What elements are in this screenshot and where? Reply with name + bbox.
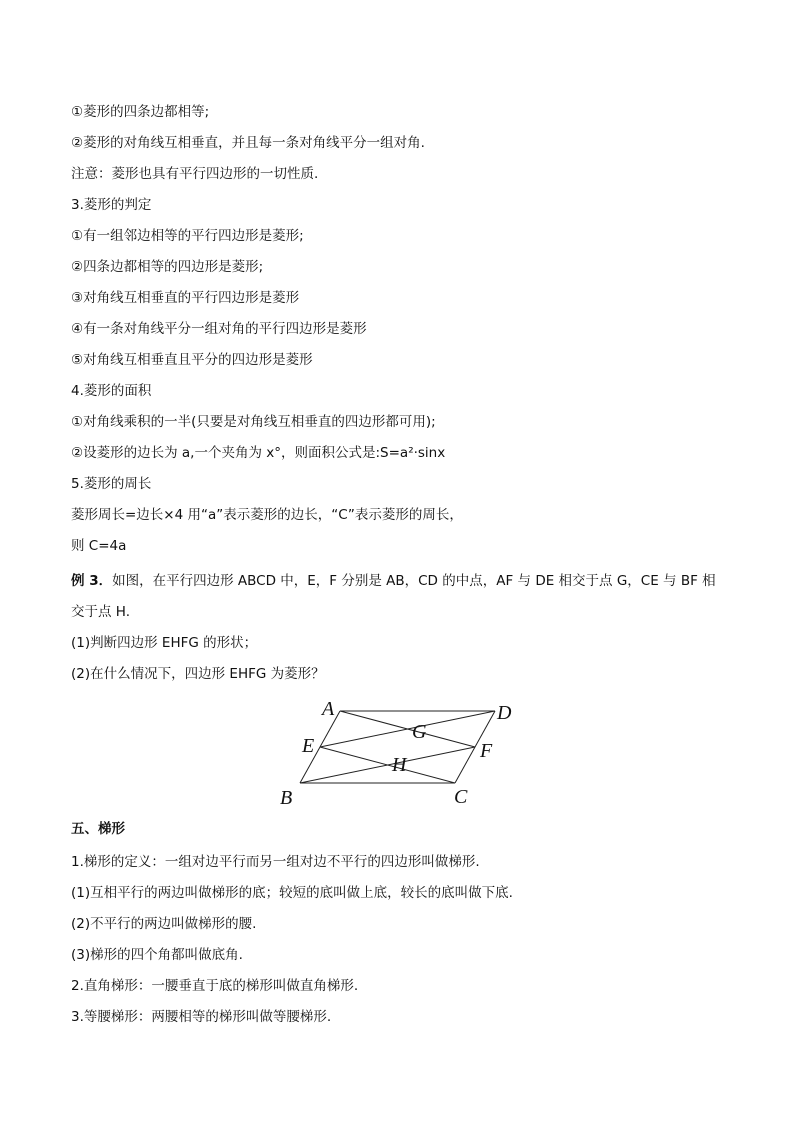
label-B: B bbox=[280, 787, 293, 809]
label-G: G bbox=[412, 721, 427, 743]
property-2: ②菱形的对角线互相垂直，并且每一条对角线平分一组对角. bbox=[71, 135, 425, 151]
perimeter-line-2: 则 C=4a bbox=[71, 538, 127, 554]
criteria-item-3: ③对角线互相垂直的平行四边形是菱形 bbox=[71, 290, 300, 306]
trapezoid-definition: 1.梯形的定义：一组对边平行而另一组对边不平行的四边形叫做梯形. bbox=[71, 854, 480, 870]
label-C: C bbox=[454, 786, 468, 808]
trapezoid-detail-1: (1)互相平行的两边叫做梯形的底；较短的底叫做上底，较长的底叫做下底. bbox=[71, 885, 513, 901]
label-H: H bbox=[392, 754, 407, 776]
label-E: E bbox=[302, 735, 315, 757]
parallelogram-figure bbox=[270, 690, 530, 814]
trapezoid-detail-3: (3)梯形的四个角都叫做底角. bbox=[71, 947, 243, 963]
label-D: D bbox=[497, 702, 512, 724]
label-A: A bbox=[322, 698, 335, 720]
label-F: F bbox=[480, 740, 493, 762]
criteria-item-5: ⑤对角线互相垂直且平分的四边形是菱形 bbox=[71, 352, 313, 368]
property-1: ①菱形的四条边都相等; bbox=[71, 104, 210, 120]
trapezoid-heading: 五、梯形 bbox=[71, 821, 125, 837]
trapezoid-detail-2: (2)不平行的两边叫做梯形的腰. bbox=[71, 916, 257, 932]
perimeter-line-1: 菱形周长=边长×4 用“a”表示菱形的边长，“C”表示菱形的周长， bbox=[71, 507, 463, 523]
right-trapezoid: 2.直角梯形：一腰垂直于底的梯形叫做直角梯形. bbox=[71, 978, 359, 994]
segment-DE bbox=[320, 711, 495, 747]
segment-BF bbox=[300, 747, 475, 783]
example-question-2: (2)在什么情况下，四边形 EHFG 为菱形？ bbox=[71, 666, 325, 682]
example-line-2: 交于点 H. bbox=[71, 604, 130, 620]
perimeter-heading: 5.菱形的周长 bbox=[71, 476, 152, 492]
parallelogram-diagram bbox=[270, 690, 530, 814]
area-heading: 4.菱形的面积 bbox=[71, 383, 152, 399]
area-item-1: ①对角线乘积的一半(只要是对角线互相垂直的四边形都可用); bbox=[71, 414, 436, 430]
isosceles-trapezoid: 3.等腰梯形：两腰相等的梯形叫做等腰梯形. bbox=[71, 1009, 332, 1025]
criteria-heading: 3.菱形的判定 bbox=[71, 197, 152, 213]
example-label: 例 3． bbox=[71, 573, 113, 589]
criteria-item-2: ②四条边都相等的四边形是菱形; bbox=[71, 259, 264, 275]
criteria-item-1: ①有一组邻边相等的平行四边形是菱形; bbox=[71, 228, 304, 244]
property-note: 注意：菱形也具有平行四边形的一切性质. bbox=[71, 166, 319, 182]
criteria-item-4: ④有一条对角线平分一组对角的平行四边形是菱形 bbox=[71, 321, 367, 337]
example-text: 如图，在平行四边形 ABCD 中，E，F 分别是 AB，CD 的中点，AF 与 DE 相交于点 G，CE 与 BF 相 bbox=[112, 573, 716, 589]
area-item-2: ②设菱形的边长为 a,一个夹角为 x°，则面积公式是:S=a²·sinx bbox=[71, 445, 446, 461]
example-question-1: (1)判断四边形 EHFG 的形状； bbox=[71, 635, 258, 651]
example-line-1 bbox=[71, 572, 731, 590]
